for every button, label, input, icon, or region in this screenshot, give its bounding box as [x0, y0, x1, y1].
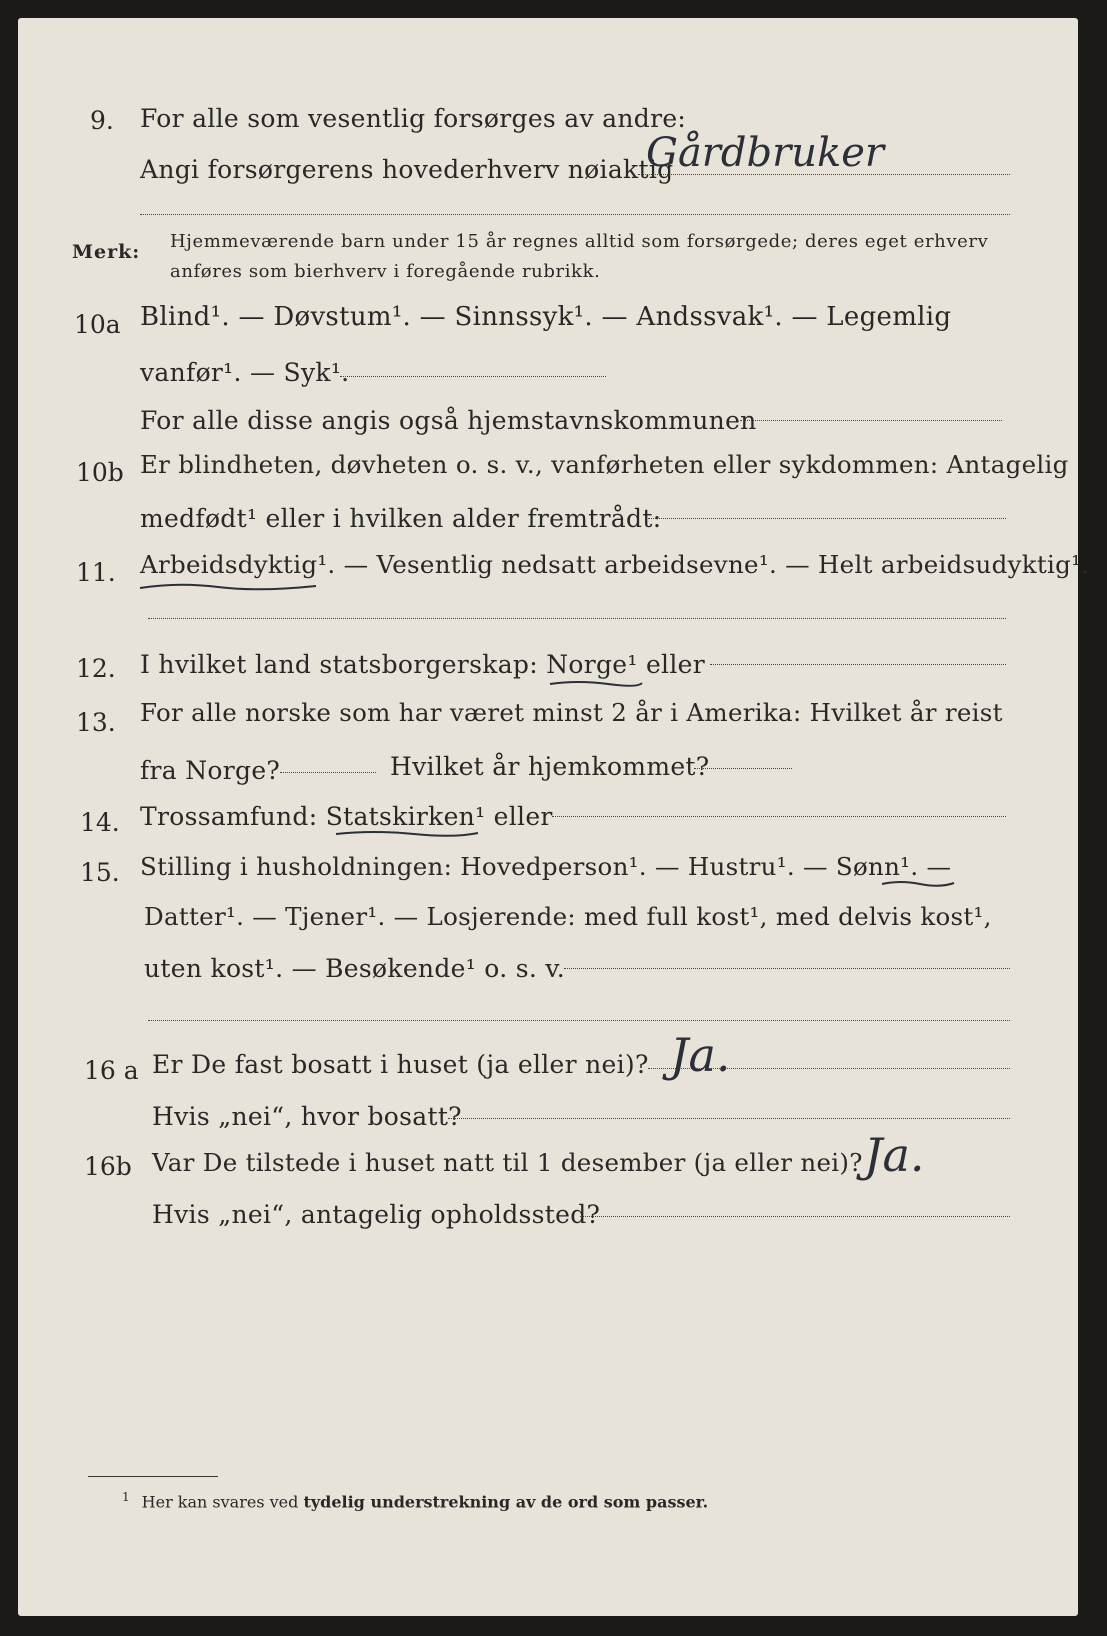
- q15-line1: [140, 852, 951, 881]
- q16a-line2: Hvis „nei“, hvor bosatt?: [152, 1102, 462, 1131]
- q15-line3: uten kost¹. — Besøkende¹ o. s. v.: [144, 954, 566, 983]
- q12-pre: I hvilket land statsborgerskap:: [140, 650, 547, 679]
- q9-number: 9.: [90, 106, 114, 135]
- q16b-line1: Var De tilstede i huset natt til 1 desember (ja eller nei)?: [152, 1148, 863, 1177]
- q12-answer-line: [710, 664, 1006, 665]
- q15-line1-pre: Stilling i husholdningen: Hovedperson¹. — Hustru¹. —: [140, 852, 836, 881]
- merk-line2: anføres som bierhverv i foregående rubrikk.: [170, 261, 601, 282]
- q13-line2b: Hvilket år hjemkommet?: [390, 752, 710, 781]
- q14-answer-line: [552, 816, 1006, 817]
- q16a-number: 16 a: [84, 1056, 139, 1085]
- footnote-bold-text: tydelig understrekning av de ord som passer.: [303, 1492, 709, 1512]
- q16b-number: 16b: [84, 1152, 132, 1181]
- q16b-line2: Hvis „nei“, antagelig opholdssted?: [152, 1200, 601, 1229]
- q11-line: [140, 550, 1089, 579]
- q16b-handwritten-answer: Ja.: [864, 1128, 925, 1182]
- q15-number: 15.: [80, 858, 120, 887]
- q12-line: [140, 650, 705, 679]
- q10a-line3: For alle disse angis også hjemstavnskommunen: [140, 406, 757, 435]
- census-form-page: [18, 18, 1090, 1616]
- q13-hjemkommet-line: [694, 768, 792, 769]
- q14-line: [140, 802, 553, 831]
- q12-underline-mark: [548, 678, 644, 690]
- footnote-text: Her kan svares ved: [141, 1492, 304, 1512]
- q12-option-norge: Norge¹: [546, 650, 638, 679]
- q13-number: 13.: [76, 708, 116, 737]
- q9-line1: For alle som vesentlig forsørges av andre:: [140, 104, 687, 133]
- q13-line2a: fra Norge?: [140, 756, 281, 785]
- q16b-opholdssted-line: [580, 1216, 1010, 1217]
- q14-underline-mark: [334, 828, 480, 840]
- q11-number: 11.: [76, 558, 116, 587]
- q13-line1: For alle norske som har været minst 2 år i Amerika: Hvilket år reist: [140, 698, 1003, 727]
- q10b-number: 10b: [76, 458, 124, 487]
- q11-extra-line: [148, 618, 1006, 619]
- q14-number: 14.: [80, 808, 120, 837]
- q11-option-arbeidsdyktig: Arbeidsdyktig¹.: [140, 550, 336, 579]
- footnote: [122, 1490, 708, 1511]
- q10a-line1: Blind¹. — Døvstum¹. — Sinnssyk¹. — Andssvak¹. — Legemlig: [140, 302, 952, 332]
- q10b-answer-line: [648, 518, 1006, 519]
- q16a-handwritten-answer: Ja.: [670, 1028, 731, 1082]
- q15-line2: Datter¹. — Tjener¹. — Losjerende: med full kost¹, med delvis kost¹,: [144, 902, 992, 931]
- q9-line2: Angi forsørgerens hovederhverv nøiaktig: [140, 155, 674, 184]
- merk-label: Merk:: [72, 241, 141, 263]
- q15-line1-post: . —: [910, 852, 952, 881]
- footnote-rule: [88, 1476, 218, 1477]
- q15-underline-mark: [880, 878, 956, 890]
- q16a-bosatt-line: [448, 1118, 1010, 1119]
- q10b-line2: medfødt¹ eller i hvilken alder fremtrådt:: [140, 504, 662, 533]
- q15-extra-line: [148, 1020, 1010, 1021]
- q10a-number: 10a: [74, 310, 121, 339]
- q10a-kommune-line: [740, 420, 1002, 421]
- q10b-line1: Er blindheten, døvheten o. s. v., vanførheten eller sykdommen: Antagelig: [140, 450, 1069, 479]
- q12-post: eller: [637, 650, 705, 679]
- q10a-syk-line: [340, 376, 606, 377]
- q14-post: eller: [485, 802, 553, 831]
- q11-underline-mark: [138, 580, 318, 594]
- q9-extra-line: [140, 214, 1010, 215]
- q14-pre: Trossamfund:: [140, 802, 326, 831]
- q9-handwritten-answer: Gårdbruker: [646, 130, 885, 176]
- footnote-mark: 1: [122, 1490, 130, 1504]
- q15-answer-line: [564, 968, 1010, 969]
- q15-option-sonn: Sønn¹: [835, 852, 911, 881]
- q12-number: 12.: [76, 654, 116, 683]
- merk-line1: Hjemmeværende barn under 15 år regnes alltid som forsørgede; deres eget erhverv: [170, 231, 989, 252]
- q11-rest: — Vesentlig nedsatt arbeidsevne¹. — Helt arbeidsudyktig¹.: [335, 550, 1090, 579]
- q10a-line2: vanfør¹. — Syk¹.: [140, 358, 350, 387]
- q13-reist-line: [280, 772, 376, 773]
- q14-option-statskirken: Statskirken¹: [325, 802, 486, 831]
- q16a-line1: Er De fast bosatt i huset (ja eller nei)?: [152, 1050, 649, 1079]
